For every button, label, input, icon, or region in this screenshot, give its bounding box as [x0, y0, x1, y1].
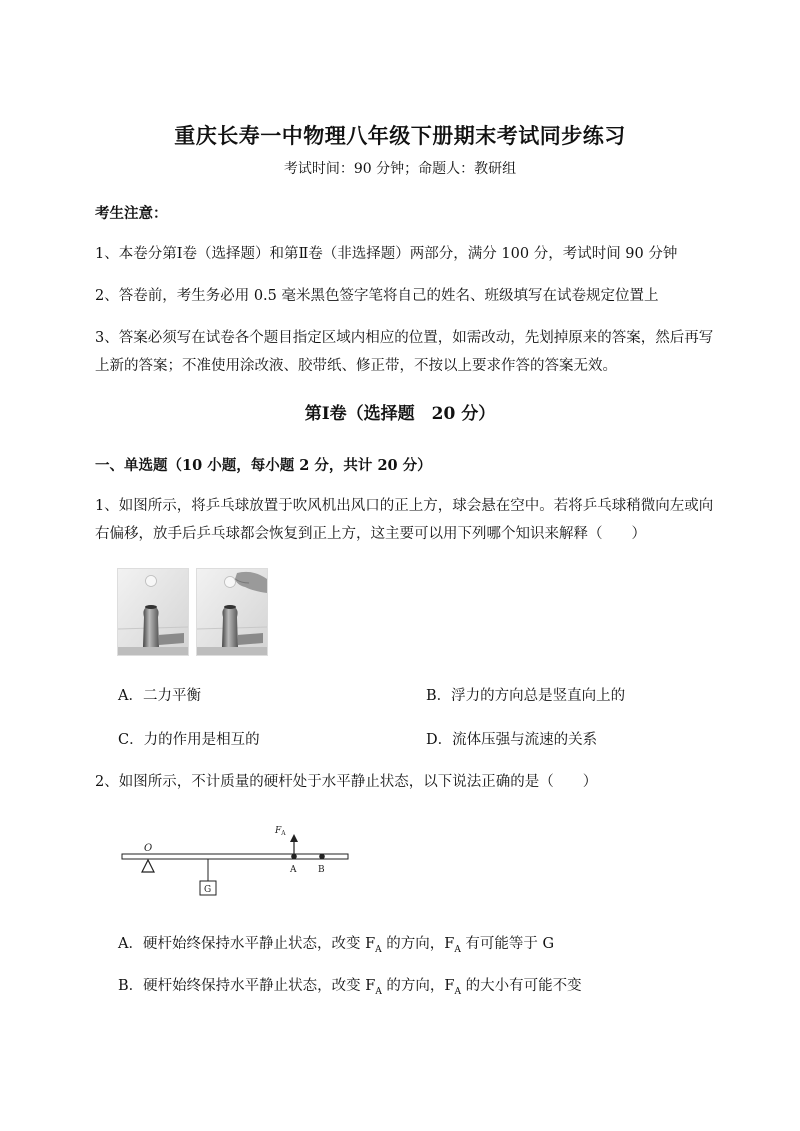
- note-item-3: 3、答案必须写在试卷各个题目指定区域内相应的位置，如需改动，先划掉原来的答案，然后再写上新的答案；不准使用涂改液、胶带纸、修正带，不按以上要求作答的答案无效。: [95, 330, 714, 374]
- hair-dryer-ball-photo-2: [196, 568, 268, 656]
- point-b-label: B: [318, 865, 325, 875]
- lever-diagram: [118, 820, 358, 910]
- weight-label: G: [204, 885, 212, 895]
- q1-option-c: C．力的作用是相互的: [118, 732, 260, 748]
- q1-option-a: A．二力平衡: [118, 688, 201, 704]
- question-2-stem: 2、如图所示，不计质量的硬杆处于水平静止状态，以下说法正确的是（ ）: [95, 774, 598, 790]
- pivot-triangle: [142, 860, 154, 872]
- q2-option-b: B．硬杆始终保持水平静止状态，改变 $F_A$ 的方向，$F_A$ 的大小有可能不变: [118, 978, 582, 997]
- section-title: 第Ⅰ卷（选择题 20 分）: [304, 404, 496, 424]
- notes-heading: 考生注意：: [95, 205, 168, 222]
- hair-dryer-ball-photo-1: [117, 568, 189, 656]
- note-item-2: 2、答卷前，考生务必用 0.5 毫米黑色签字笔将自己的姓名、班级填写在试卷规定位置上: [95, 288, 659, 304]
- page-title: 重庆长寿一中物理八年级下册期末考试同步练习: [174, 123, 626, 148]
- part-heading: 一、单选题（10 小题，每小题 2 分，共计 20 分）: [95, 457, 432, 474]
- q1-option-d: D．流体压强与流速的关系: [426, 732, 598, 748]
- note-item-1: 1、本卷分第Ⅰ卷（选择题）和第Ⅱ卷（非选择题）两部分，满分 100 分，考试时间 90 分钟: [95, 246, 678, 262]
- force-label: $F_A$: [275, 826, 286, 837]
- point-b-dot: [319, 854, 325, 860]
- page-subtitle: 考试时间：90 分钟；命题人：教研组: [283, 161, 517, 177]
- pivot-label: O: [144, 843, 153, 854]
- q1-option-b: B．浮力的方向总是竖直向上的: [426, 688, 626, 704]
- q2-option-a: A．硬杆始终保持水平静止状态，改变 $F_A$ 的方向，$F_A$ 有可能等于 G: [118, 936, 555, 955]
- point-a-label: A: [290, 865, 297, 875]
- question-1-stem: 1、如图所示，将乒乓球放置于吹风机出风口的正上方，球会悬在空中。若将乒乓球稍微向左或向右偏移，放手后乒乓球都会恢复到正上方，这主要可以用下列哪个知识来解释（ ）: [95, 498, 714, 542]
